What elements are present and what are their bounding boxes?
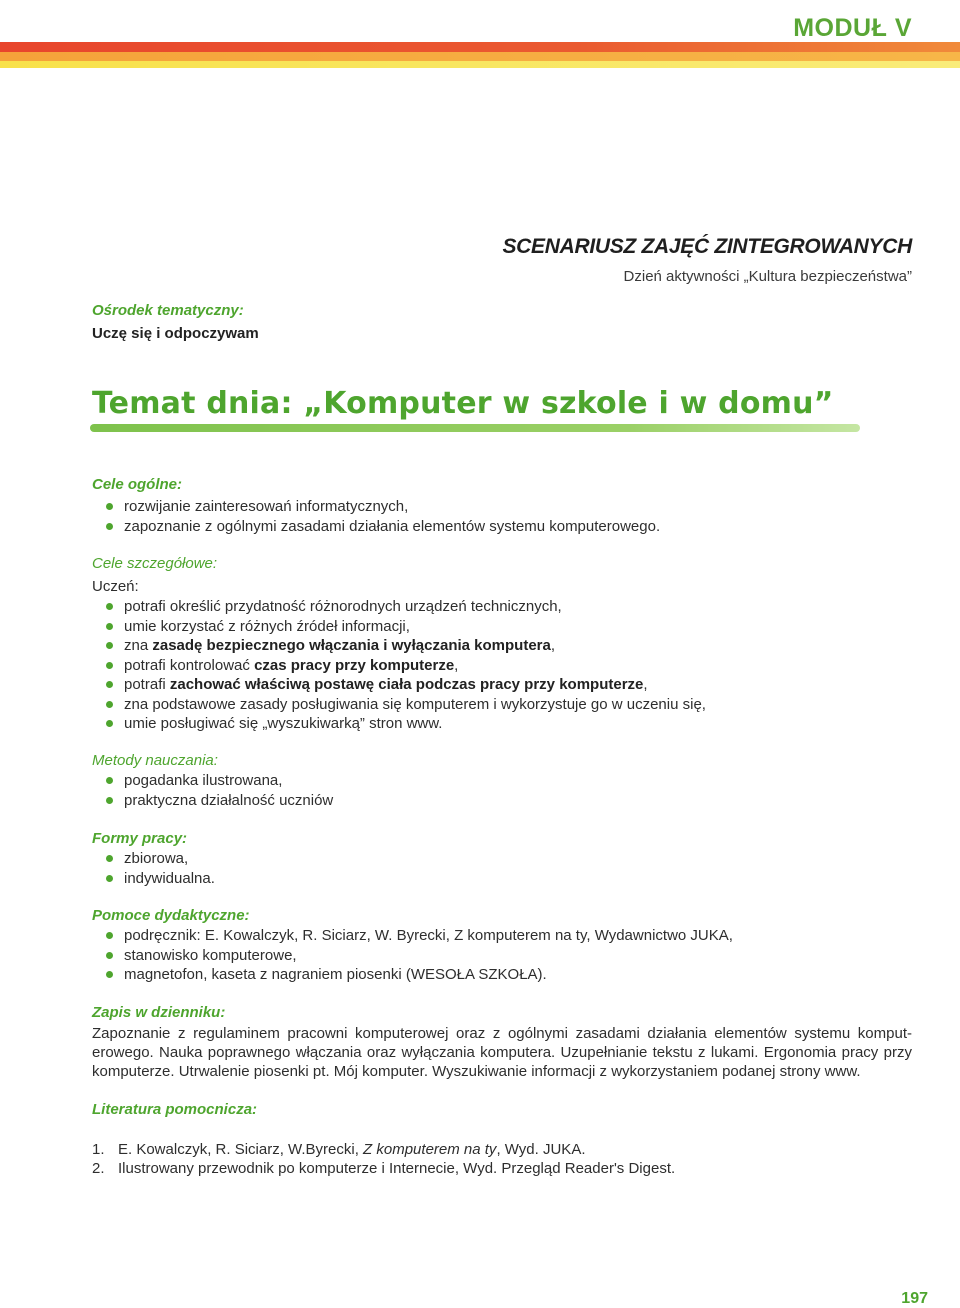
general-goals-label: Cele ogólne:	[92, 476, 183, 493]
list-item: rozwijanie zainteresowań informatycznych,	[124, 497, 660, 517]
aids-list	[124, 926, 733, 985]
stripe-red	[0, 42, 960, 52]
scenario-title: SCENARIUSZ ZAJĘĆ ZINTEGROWANYCH	[502, 235, 912, 258]
item-number: 2.	[92, 1160, 105, 1177]
item-tail: ,	[550, 637, 556, 654]
forms-list	[124, 849, 215, 888]
specific-goals-list	[124, 597, 706, 734]
list-item	[92, 1159, 675, 1178]
item-italic: Z komputerem na ty	[363, 1141, 497, 1158]
list-item	[124, 617, 706, 637]
item-text: potrafi	[124, 676, 170, 693]
item-tail: , Wyd. JUKA.	[496, 1141, 586, 1158]
list-item: indywidualna.	[124, 869, 215, 887]
list-item: podręcznik: E. Kowalczyk, R. Siciarz, W. Byrecki, Z komputerem na ty, Wydawnictwo JUKA,	[124, 927, 733, 944]
list-item: pogadanka ilustrowana,	[124, 771, 333, 791]
theme-label: Ośrodek tematyczny:	[92, 302, 244, 319]
list-item	[124, 675, 706, 695]
item-text: Ilustrowany przewodnik po komputerze i Internecie, Wyd. Przegląd Reader's Digest.	[118, 1160, 676, 1177]
list-item	[124, 714, 706, 734]
methods-list	[124, 771, 333, 810]
item-text: zna	[124, 637, 153, 654]
header-stripes	[0, 42, 960, 68]
log-entry-text: Zapoznanie z regulaminem pracowni komputerowej oraz z ogólnymi zasadami działania elementów systemu komput-erowego. Nauka poprawnego włączania oraz wyłączania komputera. Uzupełnianie tekstu z lukami. Ergonomia pracy przy komputerze. Utrwalenie piosenki pt. Mój komputer. Wyszukiwanie informacji z wykorzystaniem podanej strony www.	[92, 1025, 912, 1080]
item-text: potrafi określić przydatność różnorodnych urządzeń technicznych,	[124, 598, 562, 615]
list-item	[124, 695, 706, 715]
theme-value: Uczę się i odpoczywam	[92, 325, 259, 342]
literature-list	[92, 1140, 675, 1178]
list-item: praktyczna działalność uczniów	[124, 791, 334, 809]
list-item	[124, 636, 706, 656]
specific-goals-intro: Uczeń:	[92, 578, 139, 595]
list-item: zapoznanie z ogólnymi zasadami działania elementów systemu komputerowego.	[124, 517, 661, 535]
item-tail: ,	[643, 676, 648, 693]
forms-label: Formy pracy:	[92, 830, 188, 847]
aids-label: Pomoce dydaktyczne:	[92, 907, 250, 924]
day-topic: Temat dnia: „Komputer w szkole i w domu”	[92, 386, 834, 421]
item-bold: zachować właściwą postawę ciała podczas pracy przy komputerze	[169, 676, 644, 693]
literature-label: Literatura pomocnicza:	[92, 1101, 258, 1118]
item-text: zna podstawowe zasady posługiwania się komputerem i wykorzystuje go w uczeniu się,	[124, 695, 706, 713]
item-text: potrafi kontrolować	[124, 656, 255, 674]
topic-underline	[90, 424, 860, 432]
stripe-orange	[0, 52, 960, 61]
item-text: umie korzystać z różnych źródeł informacji,	[124, 617, 410, 635]
list-item	[124, 656, 706, 676]
methods-label: Metody nauczania:	[92, 752, 218, 769]
item-text: E. Kowalczyk, R. Siciarz, W.Byrecki,	[118, 1141, 364, 1158]
stripe-yellow	[0, 61, 960, 68]
item-text: umie posługiwać się „wyszukiwarką” stron www.	[124, 715, 443, 732]
item-number: 1.	[92, 1141, 105, 1158]
page-number: 197	[901, 1290, 928, 1307]
item-bold: czas pracy przy komputerze	[254, 656, 455, 674]
log-entry-label: Zapis w dzienniku:	[92, 1004, 226, 1021]
item-bold: zasadę bezpiecznego włączania i wyłączania komputera	[152, 637, 551, 654]
list-item: magnetofon, kaseta z nagraniem piosenki (WESOŁA SZKOŁA).	[124, 965, 733, 985]
list-item	[124, 597, 706, 617]
list-item: stanowisko komputerowe,	[124, 946, 733, 966]
list-item: zbiorowa,	[124, 849, 215, 869]
specific-goals-label: Cele szczegółowe:	[92, 555, 218, 572]
item-tail: ,	[454, 656, 459, 674]
module-label: MODUŁ V	[793, 14, 912, 42]
list-item	[92, 1140, 675, 1159]
scenario-subtitle: Dzień aktywności „Kultura bezpieczeństwa”	[623, 268, 912, 285]
general-goals-list	[124, 497, 660, 536]
